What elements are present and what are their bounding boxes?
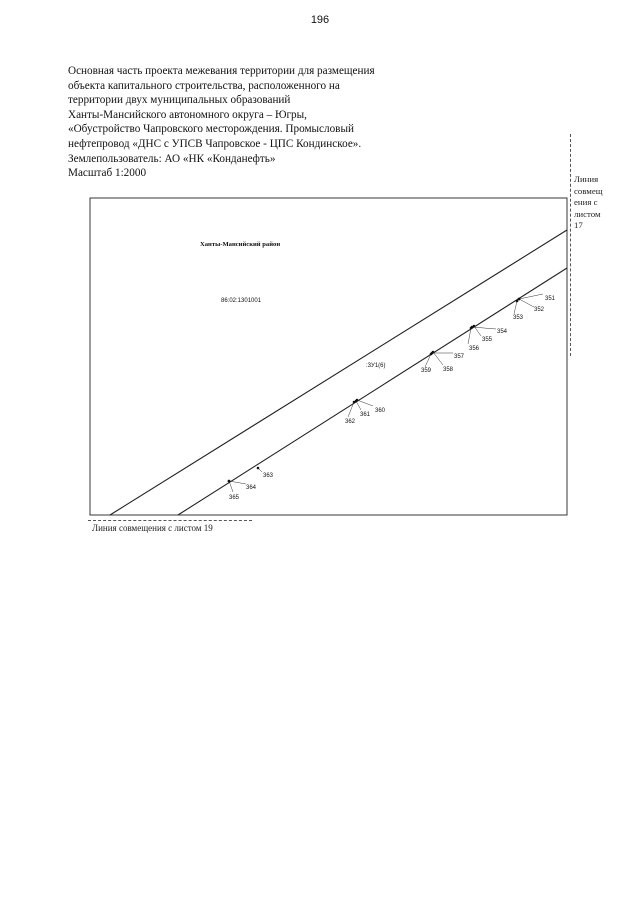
point-label: 363 [263,473,274,479]
boundary-point-362 [345,401,356,425]
point-leader-line [348,402,354,417]
point-label: 353 [513,315,524,321]
point-leader-line [514,301,517,314]
boundary-point-352 [518,298,545,313]
point-leader-line [519,299,534,307]
point-label: 361 [360,412,371,418]
point-label: 362 [345,419,356,425]
point-label: 357 [454,354,465,360]
point-label: 354 [497,329,508,335]
header-line-4: Ханты-Мансийского автономного округа – Югры, [68,108,307,121]
corridor-lower-boundary [178,268,567,515]
point-marker [473,325,476,328]
header-line-3: территории двух муниципальных образований [68,94,291,107]
header-line-scale: Масштаб 1:2000 [68,167,147,180]
boundary-point-365 [228,480,240,501]
point-leader-line [433,352,443,365]
point-label: 359 [421,368,432,374]
match-line-label-right: Линия совмещения с листом 17 [574,174,603,230]
point-label: 352 [534,307,545,313]
boundary-point-361 [355,400,371,418]
parcel-label: :3У1(6) [366,363,386,369]
point-label: 364 [246,485,257,491]
point-label: 358 [443,367,454,373]
boundary-point-359 [421,353,432,374]
point-label: 360 [375,408,386,414]
point-label: 365 [229,495,240,501]
point-leader-line [229,481,233,492]
point-label: 355 [482,337,493,343]
boundary-point-354 [471,326,508,335]
point-marker [516,300,519,303]
region-label: Ханты-Мансийский район [200,241,281,248]
point-leader-line [229,481,246,484]
point-marker [470,327,473,330]
match-line-label-bottom: Линия совмещения с листом 19 [92,523,213,533]
point-marker [430,353,433,356]
point-label: 356 [469,346,480,352]
boundary-point-363 [257,467,274,479]
point-marker [257,467,260,470]
header-line-1: Основная часть проекта межевания территории для размещения [68,65,375,77]
boundary-point-353 [513,300,524,321]
page-number: 196 [310,14,330,26]
point-leader-line [356,401,361,410]
point-leader-line [357,400,373,406]
corridor-upper-boundary [110,230,567,515]
point-marker [228,480,231,483]
header-line-7: Землепользователь: АО «НК «Конданефть» [68,152,276,165]
cadastral-block-label: 86:02:1301001 [221,298,262,304]
match-line-bottom [88,520,252,521]
header-line-2: объекта капитального строительства, расположенного на [68,79,340,92]
boundary-point-356 [468,327,480,352]
point-marker [432,351,435,354]
boundary-point-358 [432,351,454,373]
map-frame [90,198,567,515]
point-label: 351 [545,296,556,302]
point-marker [353,401,356,404]
point-marker [518,298,521,301]
header-line-5: «Обустройство Чапровского месторождения. Промысловый [68,123,354,136]
boundary-points [228,294,556,501]
header-line-6: нефтепровод «ДНС с УПСВ Чапровское - ЦПС Кондинское». [68,137,362,150]
